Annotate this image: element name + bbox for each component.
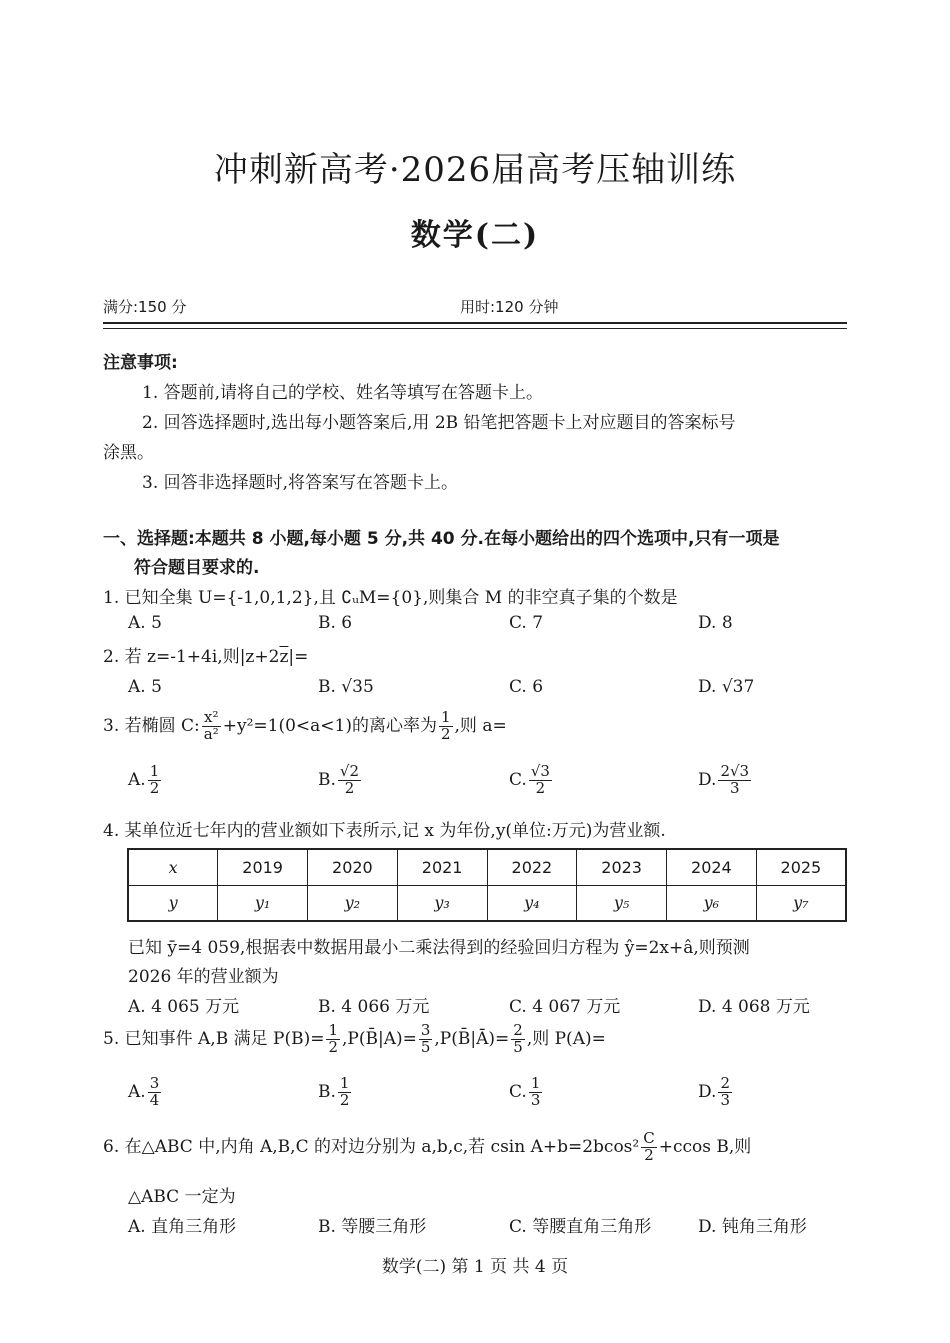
option-fraction <box>718 764 751 797</box>
q4-option-d: D. 4 068 万元 <box>698 997 810 1017</box>
q4-option-b: B. 4 066 万元 <box>318 997 430 1017</box>
numerator: 1 <box>440 708 451 726</box>
table-cell: x <box>128 849 218 885</box>
denominator: a² <box>203 724 219 743</box>
option-label: B. <box>318 769 336 790</box>
table-cell: y₄ <box>487 885 577 921</box>
revenue-table <box>127 848 847 922</box>
notice-item: 2. 回答选择题时,选出每小题答案后,用 2B 铅笔把答题卡上对应题目的答案标号 <box>142 413 736 433</box>
q1-option-d: D. 8 <box>698 613 733 633</box>
table-cell: y₆ <box>667 885 757 921</box>
q6-stem-part: +ccos B,则 <box>658 1136 752 1157</box>
denominator: 2 <box>149 778 160 797</box>
q2-stem-part: |= <box>288 647 309 667</box>
q5-fraction <box>511 1023 525 1056</box>
q5-fraction <box>326 1023 340 1056</box>
numerator: 1 <box>149 762 160 780</box>
numerator: 2√3 <box>720 762 750 780</box>
q6-option-b: B. 等腰三角形 <box>318 1217 427 1237</box>
table-row <box>128 849 846 885</box>
numerator: 1 <box>530 1074 541 1092</box>
option-fraction <box>529 764 552 797</box>
time-limit: 用时:120 分钟 <box>460 298 559 316</box>
q3-stem-part: 3. 若椭圆 C: <box>103 715 200 736</box>
q3-option-d <box>698 764 753 797</box>
q3-stem-part: +y²=1(0<a<1)的离心率为 <box>222 715 437 736</box>
denominator: 5 <box>513 1037 523 1056</box>
q2-option-b: B. √35 <box>318 677 374 697</box>
option-fraction <box>148 764 162 797</box>
header-rule-thick <box>103 322 847 324</box>
option-fraction <box>529 1076 543 1109</box>
table-cell: y₁ <box>218 885 308 921</box>
option-label: C. <box>509 1081 527 1102</box>
q2-stem-part: 2. 若 z=-1+4i,则|z+2 <box>103 647 280 667</box>
q2-option-c: C. 6 <box>509 677 544 697</box>
q4-option-a: A. 4 065 万元 <box>128 997 240 1017</box>
q2-option-a: A. 5 <box>128 677 162 697</box>
denominator: 2 <box>339 1090 350 1109</box>
table-cell: 2019 <box>218 849 308 885</box>
q4-stem-cont: 已知 ȳ=4 059,根据表中数据用最小二乘法得到的经验回归方程为 ŷ=2x+â,则预测 <box>128 938 750 958</box>
denominator: 2 <box>328 1037 338 1056</box>
denominator: 3 <box>720 1090 730 1109</box>
table-cell: y₅ <box>577 885 667 921</box>
table-cell: y <box>128 885 218 921</box>
table-row <box>128 885 846 921</box>
denominator: 2 <box>535 778 546 797</box>
denominator: 5 <box>420 1037 431 1056</box>
q5-option-a <box>128 1076 163 1109</box>
numerator: 3 <box>420 1021 431 1039</box>
q6-fraction <box>641 1131 656 1164</box>
numerator: C <box>643 1129 655 1147</box>
section-heading: 一、选择题:本题共 8 小题,每小题 5 分,共 40 分.在每小题给出的四个选项中,只有一项是 <box>103 529 780 549</box>
q3-option-a <box>128 764 163 797</box>
table-cell: 2021 <box>397 849 487 885</box>
q3-stem-part: ,则 a= <box>454 715 507 736</box>
question-2-stem <box>103 642 308 667</box>
table-cell: 2023 <box>577 849 667 885</box>
q5-fraction <box>419 1023 433 1056</box>
q3-option-b <box>318 764 363 797</box>
table-cell: 2022 <box>487 849 577 885</box>
q1-option-a: A. 5 <box>128 613 162 633</box>
table-cell: 2025 <box>756 849 846 885</box>
q6-stem-part: 6. 在△ABC 中,内角 A,B,C 的对边分别为 a,b,c,若 csin A+b=2bcos² <box>103 1136 640 1157</box>
numerator: 2 <box>513 1021 523 1039</box>
numerator: √2 <box>339 762 360 780</box>
option-fraction <box>718 1076 732 1109</box>
q1-option-c: C. 7 <box>509 613 544 633</box>
question-6-stem <box>103 1131 751 1164</box>
q4-stem-cont: 2026 年的营业额为 <box>128 967 279 987</box>
q4-option-c: C. 4 067 万元 <box>509 997 621 1017</box>
table-cell: 2024 <box>667 849 757 885</box>
page-footer: 数学(二) 第 1 页 共 4 页 <box>381 1257 569 1277</box>
q5-stem-part: 5. 已知事件 A,B 满足 P(B)= <box>103 1028 325 1049</box>
q2-conjugate-z: $\overline{z}$ <box>279 647 289 667</box>
q2-option-d: D. √37 <box>698 677 755 697</box>
table-cell: y₃ <box>397 885 487 921</box>
table-cell: y₇ <box>756 885 846 921</box>
option-label: D. <box>698 1081 717 1102</box>
denominator: 3 <box>729 778 740 797</box>
q5-stem-part: ,P(B̄|Ā)= <box>434 1028 510 1049</box>
notice-item: 1. 答题前,请将自己的学校、姓名等填写在答题卡上。 <box>142 383 544 403</box>
numerator: 3 <box>149 1074 160 1092</box>
question-4-stem: 4. 某单位近七年内的营业额如下表所示,记 x 为年份,y(单位:万元)为营业额. <box>103 821 666 841</box>
option-label: C. <box>509 769 527 790</box>
denominator: 3 <box>530 1090 541 1109</box>
paper-title: 数学(二) <box>410 218 540 253</box>
q5-option-b <box>318 1076 353 1109</box>
q6-option-d: D. 钝角三角形 <box>698 1217 807 1237</box>
option-fraction <box>338 1076 352 1109</box>
q5-stem-part: ,P(B̄|A)= <box>342 1028 417 1049</box>
q5-stem-part: ,则 P(A)= <box>526 1028 606 1049</box>
exam-series-title: 冲刺新高考·2026届高考压轴训练 <box>213 150 737 190</box>
q6-option-a: A. 直角三角形 <box>128 1217 237 1237</box>
q5-option-c <box>509 1076 544 1109</box>
table-cell: 2020 <box>308 849 398 885</box>
denominator: 2 <box>440 724 451 743</box>
question-1-stem: 1. 已知全集 U={-1,0,1,2},且 ∁ᵤM={0},则集合 M 的非空真子集的个数是 <box>103 588 678 608</box>
notice-item: 3. 回答非选择题时,将答案写在答题卡上。 <box>142 473 459 493</box>
option-label: A. <box>128 1081 146 1102</box>
q5-option-d <box>698 1076 734 1109</box>
notice-heading: 注意事项: <box>103 353 178 373</box>
q3-option-c <box>509 764 554 797</box>
option-label: A. <box>128 769 146 790</box>
q6-stem-cont: △ABC 一定为 <box>128 1187 236 1207</box>
numerator: 2 <box>720 1074 730 1092</box>
denominator: 2 <box>344 778 355 797</box>
numerator: 1 <box>339 1074 350 1092</box>
notice-item-cont: 涂黑。 <box>103 443 154 463</box>
numerator: x² <box>202 710 221 727</box>
option-fraction <box>148 1076 162 1109</box>
option-fraction <box>338 764 361 797</box>
q3-ellipse-fraction <box>202 710 221 743</box>
question-3-stem <box>103 710 507 743</box>
q6-option-c: C. 等腰直角三角形 <box>509 1217 652 1237</box>
header-rule-thin <box>103 328 847 329</box>
denominator: 2 <box>644 1145 654 1164</box>
section-heading-cont: 符合题目要求的. <box>134 558 260 578</box>
q1-option-b: B. 6 <box>318 613 353 633</box>
option-label: B. <box>318 1081 336 1102</box>
q3-eccentricity-fraction <box>439 710 453 743</box>
table-cell: y₂ <box>308 885 398 921</box>
full-score: 满分:150 分 <box>103 298 187 316</box>
denominator: 4 <box>149 1090 160 1109</box>
option-label: D. <box>698 769 717 790</box>
numerator: √3 <box>530 762 550 780</box>
numerator: 1 <box>328 1021 338 1039</box>
question-5-stem <box>103 1023 606 1056</box>
